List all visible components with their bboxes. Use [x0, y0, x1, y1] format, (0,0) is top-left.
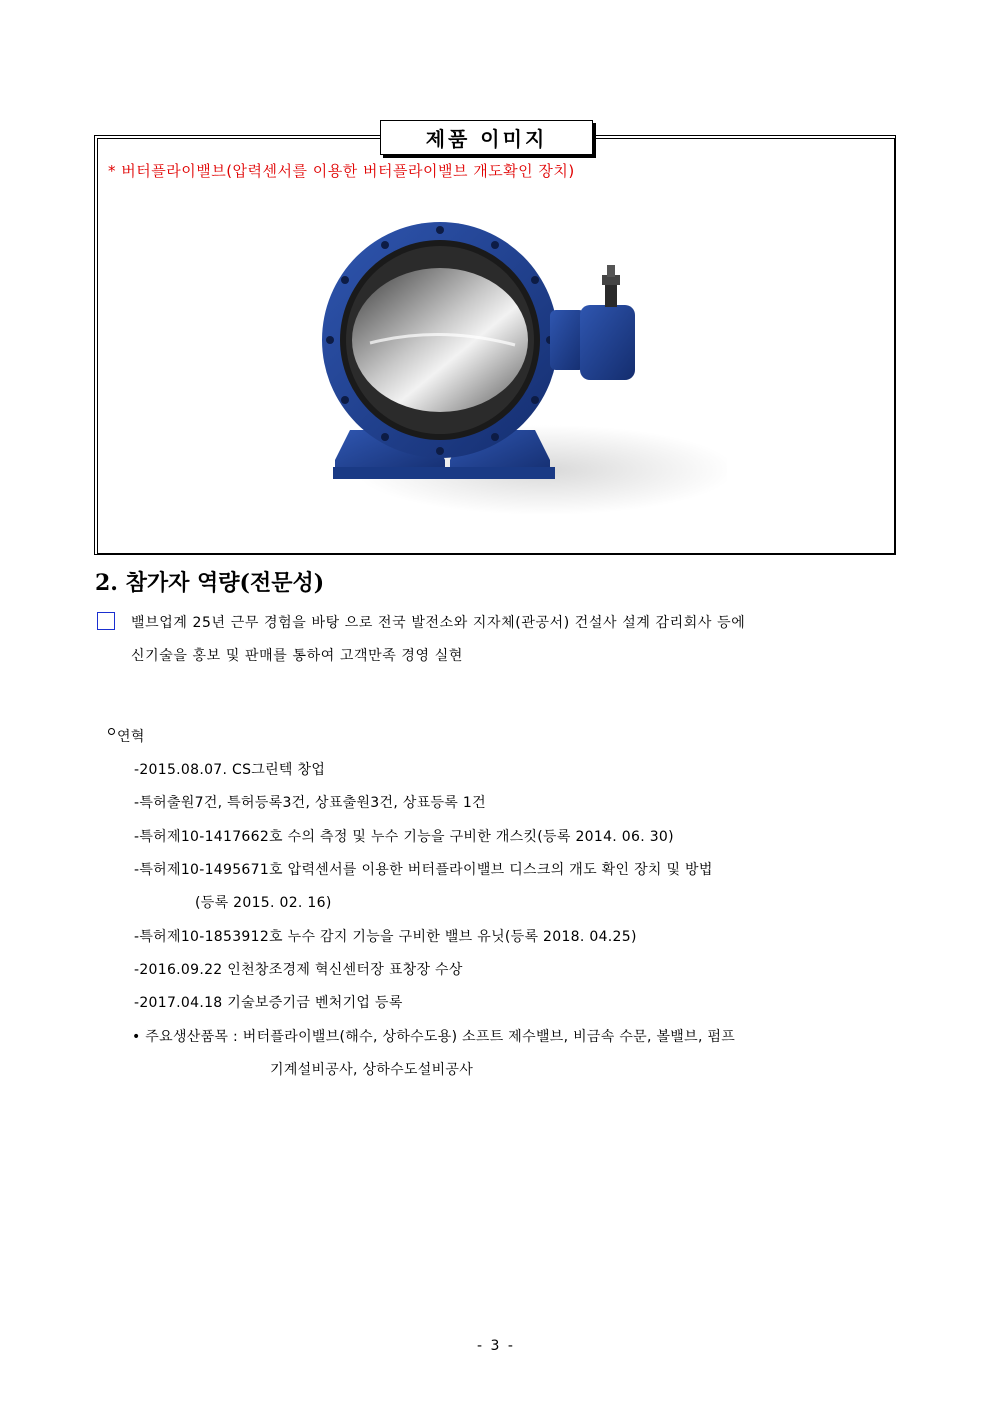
- summary-line-1: 밸브업계 25년 근무 경험을 바탕 으로 전국 발전소와 지자체(관공서) 건설사 설계 감리회사 등에: [131, 615, 746, 631]
- butterfly-valve-image: [245, 205, 727, 523]
- history-label: 연혁: [117, 729, 145, 745]
- history-item: -특허제10-1495671호 압력센서를 이용한 버터플라이밸브 디스크의 개도 확인 장치 및 방법: [134, 862, 713, 878]
- page-number: - 3 -: [477, 1338, 515, 1354]
- history-label-row: [108, 726, 145, 746]
- history-item: -2015.08.07. CS그린텍 창업: [134, 762, 326, 778]
- history-item: -특허출원7건, 특허등록3건, 상표출원3건, 상표등록 1건: [134, 795, 486, 811]
- circle-bullet-icon: [108, 728, 115, 735]
- products-line-2: 기계설비공사, 상하수도설비공사: [270, 1062, 474, 1078]
- history-item: -2016.09.22 인천창조경제 혁신센터장 표창장 수상: [134, 962, 463, 978]
- product-caption: * 버터플라이밸브(압력센서를 이용한 버터플라이밸브 개도확인 장치): [108, 162, 575, 180]
- history-item: -특허제10-1853912호 누수 감지 기능을 구비한 밸브 유닛(등록 2018. 04.25): [134, 929, 637, 945]
- history-item: -2017.04.18 기술보증기금 벤처기업 등록: [134, 995, 403, 1011]
- product-image-title: 제품 이미지: [380, 120, 593, 155]
- checkbox-icon: [97, 612, 115, 630]
- section-heading: 2. 참가자 역량(전문성): [95, 570, 325, 596]
- history-item: (등록 2015. 02. 16): [195, 895, 332, 911]
- products-line-1: • 주요생산품목 : 버터플라이밸브(해수, 상하수도용) 소프트 제수밸브, 비금속 수문, 볼밸브, 펌프: [132, 1029, 736, 1045]
- history-item: -특허제10-1417662호 수의 측정 및 누수 기능을 구비한 개스킷(등록 2014. 06. 30): [134, 829, 674, 845]
- summary-line-2: 신기술을 홍보 및 판매를 통하여 고객만족 경영 실현: [131, 648, 463, 664]
